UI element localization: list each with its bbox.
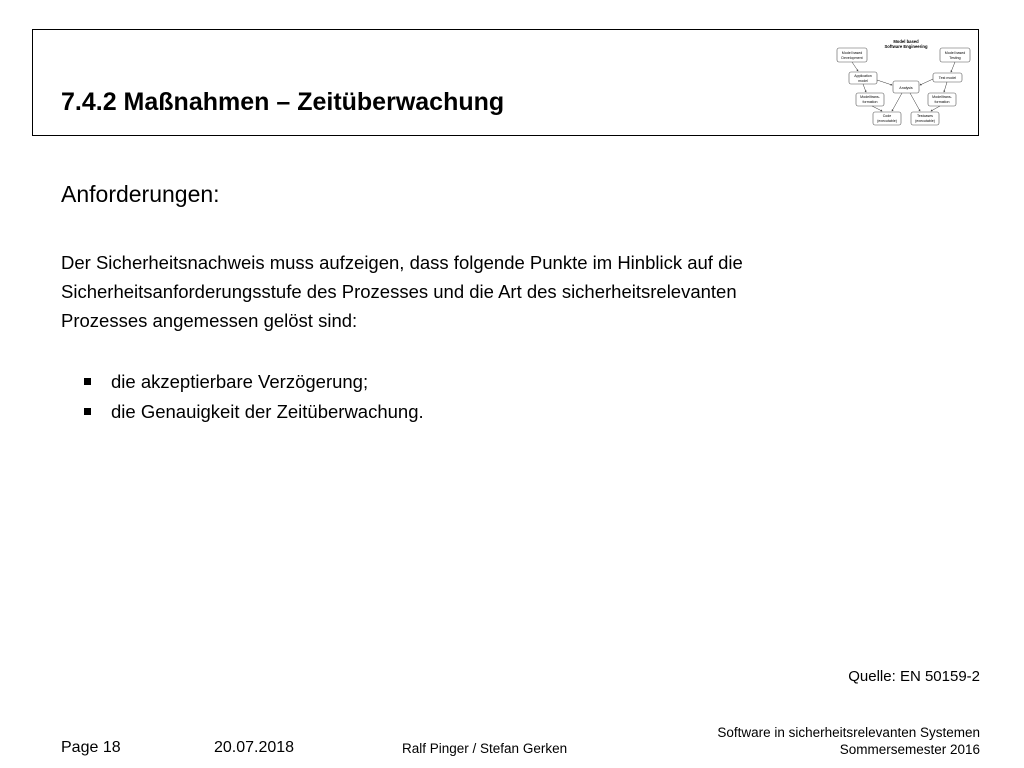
svg-text:Code: Code xyxy=(882,114,892,118)
svg-text:Test model: Test model xyxy=(938,76,957,80)
mbse-logo-diagram xyxy=(836,36,976,133)
requirements-bullet-list xyxy=(78,367,424,427)
svg-text:Development: Development xyxy=(841,56,863,60)
square-bullet-icon xyxy=(84,408,91,415)
svg-text:Software Engineering: Software Engineering xyxy=(884,44,928,49)
footer-date: 20.07.2018 xyxy=(214,739,295,756)
footer-page-number: Page 18 xyxy=(61,739,121,756)
paragraph-line-2: Sicherheitsanforderungsstufe des Prozesses und die Art des sicherheitsrelevanten xyxy=(61,281,737,302)
svg-text:Modelltrans-: Modelltrans- xyxy=(932,95,952,99)
paragraph-line-1: Der Sicherheitsnachweis muss aufzeigen, dass folgende Punkte im Hinblick auf die xyxy=(61,252,743,273)
footer-authors: Ralf Pinger / Stefan Gerken xyxy=(402,741,568,756)
footer-semester: Sommersemester 2016 xyxy=(839,742,980,757)
list-item xyxy=(78,397,424,427)
footer-course-title: Software in sicherheitsrelevanten Systemen xyxy=(717,725,980,740)
svg-text:Analysis: Analysis xyxy=(899,86,913,90)
logo-top-label: Model based xyxy=(893,39,919,44)
paragraph-line-3: Prozesses angemessen gelöst sind: xyxy=(61,310,358,331)
svg-text:Modelltrans-: Modelltrans- xyxy=(860,95,880,99)
footer-course-info xyxy=(717,724,980,758)
svg-text:Testcases: Testcases xyxy=(917,114,933,118)
bullet-text: die Genauigkeit der Zeitüberwachung. xyxy=(111,401,424,422)
svg-text:Model based: Model based xyxy=(944,51,966,55)
bullet-text: die akzeptierbare Verzögerung; xyxy=(111,371,369,392)
list-item xyxy=(78,367,424,397)
svg-text:formation: formation xyxy=(934,100,950,104)
section-subtitle: Anforderungen: xyxy=(61,181,220,207)
svg-text:Application: Application xyxy=(854,74,872,78)
square-bullet-icon xyxy=(84,378,91,385)
svg-text:model: model xyxy=(858,79,868,83)
requirements-paragraph xyxy=(61,248,941,335)
svg-text:Testing: Testing xyxy=(949,56,961,60)
svg-text:formation: formation xyxy=(862,100,878,104)
source-citation: Quelle: EN 50159-2 xyxy=(848,668,980,685)
slide-header xyxy=(32,29,979,136)
slide-title: 7.4.2 Maßnahmen – Zeitüberwachung xyxy=(61,88,505,116)
svg-text:Model based: Model based xyxy=(841,51,863,55)
svg-text:(executable): (executable) xyxy=(877,119,897,123)
svg-text:(executable): (executable) xyxy=(915,119,935,123)
